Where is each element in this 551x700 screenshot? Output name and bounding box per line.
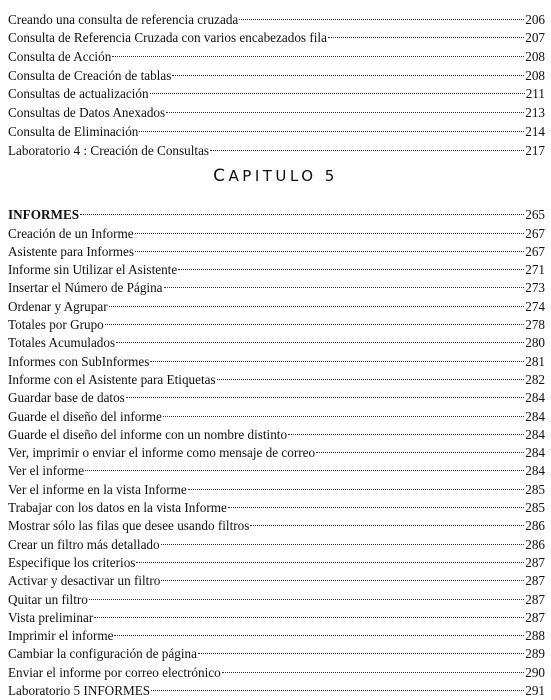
toc-leader-dots — [80, 201, 524, 219]
toc-entry-title: Guarde el diseño del informe con un nombre distinto — [8, 426, 288, 442]
toc-entry-title: Laboratorio 4 : Creación de Consultas — [8, 142, 210, 158]
toc-section-chapter-5 — [8, 201, 545, 699]
toc-entry — [8, 475, 545, 497]
toc-entry-title: INFORMES — [8, 207, 80, 223]
toc-leader-dots — [239, 5, 524, 24]
toc-entry-page-number: 284 — [525, 408, 545, 424]
toc-entry-page-number: 291 — [525, 683, 545, 699]
toc-entry-page-number: 289 — [525, 646, 545, 662]
toc-entry-title: Mostrar sólo las filas que desee usando filtros — [8, 518, 250, 534]
toc-entry-page-number: 286 — [525, 518, 545, 534]
toc-entry-title: Vista preliminar — [8, 609, 94, 625]
toc-leader-dots — [126, 384, 524, 402]
toc-entry-page-number: 284 — [525, 445, 545, 461]
toc-entry-page-number: 267 — [525, 225, 545, 241]
toc-leader-dots — [163, 402, 524, 420]
toc-entry-title: Informe con el Asistente para Etiquetas — [8, 371, 216, 387]
toc-leader-dots — [114, 622, 524, 640]
toc-entry-page-number: 274 — [525, 298, 545, 314]
toc-entry-title: Quitar un filtro — [8, 591, 88, 607]
toc-entry-page-number: 278 — [525, 317, 545, 333]
toc-entry-title: Asistente para Informes — [8, 243, 134, 259]
toc-entry-page-number: 284 — [525, 426, 545, 442]
toc-leader-dots — [161, 567, 524, 585]
toc-entry-page-number: 284 — [525, 390, 545, 406]
toc-entry-title: Imprimir el informe — [8, 628, 114, 644]
toc-entry-page-number: 206 — [525, 11, 545, 27]
toc-entry-title: Consulta de Referencia Cruzada con varios encabezados fila — [8, 30, 327, 46]
toc-leader-dots — [139, 117, 524, 136]
toc-leader-dots — [217, 366, 525, 384]
toc-leader-dots — [166, 98, 524, 117]
toc-leader-dots — [198, 640, 524, 658]
toc-entry-title: Totales por Grupo — [8, 317, 104, 333]
toc-entry-title: Crear un filtro más detallado — [8, 536, 160, 552]
toc-entry-page-number: 287 — [525, 591, 545, 607]
toc-entry-title: Trabajar con los datos en la vista Informe — [8, 500, 227, 516]
toc-leader-dots — [85, 457, 524, 475]
toc-leader-dots — [210, 136, 524, 155]
toc-leader-dots — [172, 61, 524, 80]
toc-entry — [8, 201, 545, 223]
chapter-heading-rest: APITULO 5 — [228, 167, 338, 185]
toc-entry-page-number: 290 — [525, 664, 545, 680]
toc-entry-title: Consulta de Acción — [8, 49, 112, 65]
toc-leader-dots — [250, 512, 524, 530]
toc-entry-page-number: 286 — [525, 536, 545, 552]
toc-leader-dots — [116, 329, 524, 347]
toc-entry-title: Enviar el informe por correo electrónico — [8, 664, 221, 680]
toc-leader-dots — [228, 494, 524, 512]
chapter-heading — [0, 166, 551, 186]
toc-leader-dots — [151, 677, 524, 695]
toc-entry-title: Creación de un Informe — [8, 225, 134, 241]
toc-entry-title: Ver, imprimir o enviar el informe como mensaje de correo — [8, 445, 316, 461]
toc-leader-dots — [288, 421, 524, 439]
toc-leader-dots — [109, 292, 525, 310]
toc-leader-dots — [316, 439, 524, 457]
chapter-heading-initial: C — [213, 166, 229, 186]
toc-entry-page-number: 280 — [525, 335, 545, 351]
toc-entry-title: Guardar base de datos — [8, 390, 125, 406]
toc-leader-dots — [94, 604, 524, 622]
toc-entry-page-number: 213 — [525, 105, 545, 121]
toc-entry-title: Consultas de actualización — [8, 86, 149, 102]
toc-entry-page-number: 284 — [525, 463, 545, 479]
toc-entry-page-number: 282 — [525, 371, 545, 387]
toc-entry-page-number: 287 — [525, 573, 545, 589]
toc-entry-page-number: 217 — [525, 142, 545, 158]
toc-entry-page-number: 273 — [525, 280, 545, 296]
toc-leader-dots — [105, 311, 524, 329]
toc-entry-title: Creando una consulta de referencia cruzada — [8, 11, 239, 27]
toc-leader-dots — [328, 24, 524, 43]
toc-entry — [8, 604, 545, 625]
toc-leader-dots — [164, 274, 525, 292]
toc-entry-title: Informe sin Utilizar el Asistente — [8, 262, 178, 278]
toc-leader-dots — [136, 549, 524, 567]
toc-entry-page-number: 285 — [525, 481, 545, 497]
toc-leader-dots — [150, 347, 524, 365]
toc-entry-title: Informes con SubInformes — [8, 353, 150, 369]
toc-leader-dots — [135, 219, 525, 237]
toc-leader-dots — [161, 530, 525, 548]
toc-leader-dots — [112, 42, 524, 61]
toc-entry-title: Especifique los criterios — [8, 554, 136, 570]
toc-entry-page-number: 208 — [525, 49, 545, 65]
toc-entry-page-number: 267 — [525, 243, 545, 259]
toc-entry-title: Consulta de Eliminación — [8, 123, 139, 139]
toc-entry-page-number: 211 — [525, 86, 545, 102]
toc-entry-page-number: 208 — [525, 67, 545, 83]
toc-leader-dots — [222, 658, 524, 676]
toc-entry-page-number: 288 — [525, 628, 545, 644]
toc-entry-title: Ver el informe — [8, 463, 85, 479]
toc-entry-page-number: 265 — [525, 207, 545, 223]
toc-entry-title: Insertar el Número de Página — [8, 280, 163, 296]
toc-leader-dots — [135, 238, 524, 256]
toc-entry-page-number: 285 — [525, 500, 545, 516]
toc-leader-dots — [150, 80, 525, 99]
toc-entry-title: Guarde el diseño del informe — [8, 408, 162, 424]
toc-section-previous-chapter — [8, 5, 545, 158]
toc-entry-title: Consulta de Creación de tablas — [8, 67, 172, 83]
toc-leader-dots — [89, 585, 524, 603]
toc-entry-page-number: 287 — [525, 554, 545, 570]
toc-entry-title: Laboratorio 5 INFORMES — [8, 683, 151, 699]
toc-entry — [8, 585, 545, 607]
toc-entry — [8, 219, 545, 241]
toc-entry — [8, 5, 545, 27]
toc-entry-title: Ordenar y Agrupar — [8, 298, 108, 314]
toc-entry-page-number: 214 — [525, 123, 545, 139]
toc-entry-page-number: 271 — [525, 262, 545, 278]
toc-entry — [8, 457, 545, 479]
toc-entry-title: Cambiar la configuración de página — [8, 646, 197, 662]
toc-leader-dots — [178, 256, 524, 274]
toc-entry-title: Consultas de Datos Anexados — [8, 105, 166, 121]
toc-entry-page-number: 281 — [525, 353, 545, 369]
toc-entry-title: Activar y desactivar un filtro — [8, 573, 161, 589]
toc-entry-page-number: 287 — [525, 609, 545, 625]
toc-entry-page-number: 207 — [525, 30, 545, 46]
toc-entry-title: Totales Acumulados — [8, 335, 116, 351]
toc-leader-dots — [188, 475, 525, 493]
toc-entry-title: Ver el informe en la vista Informe — [8, 481, 187, 497]
